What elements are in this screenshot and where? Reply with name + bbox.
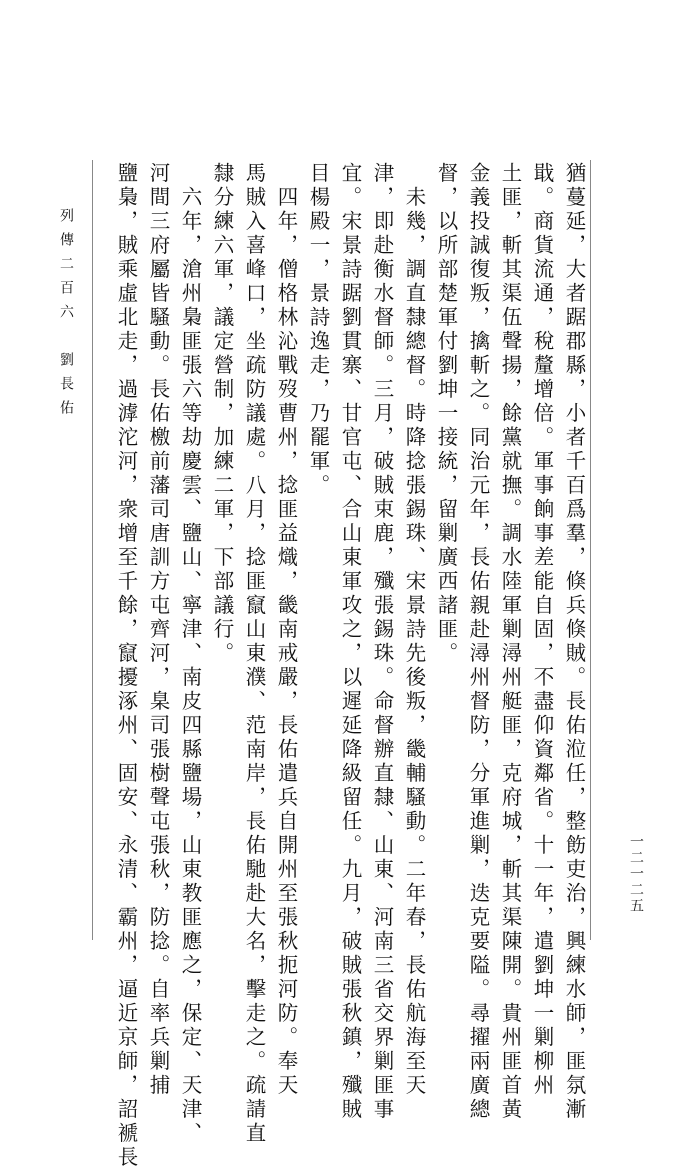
text-column: 未幾，調直隸總督。時降捻張錫珠、宋景詩先後叛，畿輔騷動。二年春，長佑航海至天 (402, 162, 426, 1098)
left-margin-rule (92, 160, 93, 940)
text-column: 鹽梟，賊乘虛北走，過滹沱河，衆增至千餘，竄擾涿州、固安、永清、霸州，逼近京師，詔褫長 (114, 162, 138, 1170)
page-number: 一二一二五 (628, 834, 644, 914)
text-column: 津，即赴衡水督師。三月，破賊束鹿，殲張錫珠。命督辦直隸、山東、河南三省交界剿匪事 (370, 162, 394, 1122)
text-column: 戢。商貨流通，稅釐增倍。軍事餉事差能自固，不盡仰資鄰省。十一年，遣劉坤一剿柳州 (530, 162, 554, 1098)
text-column: 河間三府屬皆騷動。長佑檄前藩司唐訓方屯齊河，臬司張樹聲屯張秋，防捻。自率兵剿捕 (146, 162, 170, 1098)
text-column: 六年，滄州梟匪張六等劫慶雲、鹽山、寧津、南皮四縣鹽場，山東教匪應之，保定、天津、 (178, 162, 202, 1146)
text-column: 督，以所部楚軍付劉坤一接統，留剿廣西諸匪。 (434, 162, 458, 666)
running-head: 列傳二百六 劉長佑 (58, 208, 74, 424)
text-column: 猶蔓延，大者踞郡縣，小者千百爲羣，倏兵倏賊。長佑涖任，整飭吏治，興練水師，匪氛漸 (562, 162, 586, 1122)
text-column: 宜。宋景詩踞劉貫寨、甘官屯、合山東軍攻之，以遲延降級留任。九月，破賊張秋鎮，殲賊 (338, 162, 362, 1122)
text-column: 隸分練六軍，議定營制，加練二軍，下部議行。 (210, 162, 234, 666)
text-column: 金義投誠復叛，擒斬之。同治元年，長佑親赴潯州督防，分軍進剿，迭克要隘。尋擢兩廣總 (466, 162, 490, 1122)
text-column: 馬賊入喜峰口，坐疏防議處。八月，捻匪竄山東濮、范南岸，長佑馳赴大名，擊走之。疏請直 (242, 162, 266, 1146)
text-column: 四年，僧格林沁戰歿曹州，捻匪益熾，畿南戒嚴，長佑遣兵自開州至張秋扼河防。奉天 (274, 162, 298, 1098)
right-margin-rule (590, 160, 591, 940)
text-column: 土匪，斬其渠伍聲揚，餘黨就撫。調水陸軍剿潯州艇匪，克府城，斬其渠陳開。貴州匪首黃 (498, 162, 522, 1122)
text-column: 目楊殿一，景詩逸走，乃罷軍。 (306, 162, 330, 498)
